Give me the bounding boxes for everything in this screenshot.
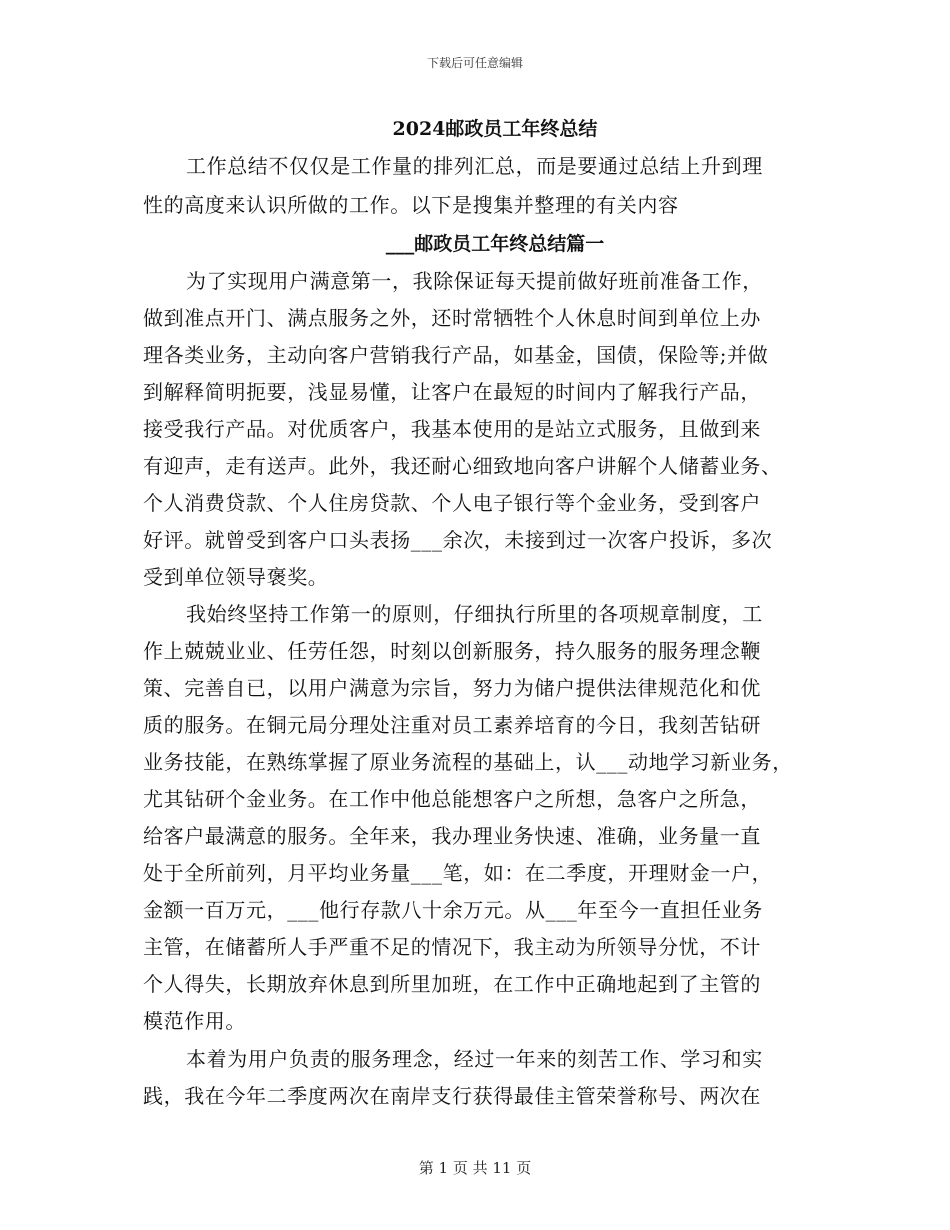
paragraph-line: 金额一百万元，___他行存款八十余万元。从___年至今一直担任业务 — [143, 898, 763, 922]
paragraph-line: 处于全所前列，月平均业务量___笔，如：在二季度，开理财金一户， — [143, 861, 773, 885]
paragraph-line: 为了实现用户满意第一，我除保证每天提前做好班前准备工作， — [186, 269, 763, 293]
intro-line: 性的高度来认识所做的工作。以下是搜集并整理的有关内容 — [143, 193, 679, 217]
paragraph-line: 做到准点开门、满点服务之外，还时常牺牲个人休息时间到单位上办 — [143, 306, 761, 330]
paragraph-line: 到解释简明扼要，浅显易懂，让客户在最短的时间内了解我行产品， — [143, 380, 761, 404]
paragraph-line: 尤其钻研个金业务。在工作中他总能想客户之所想，急客户之所急， — [143, 787, 761, 811]
paragraph-line: 有迎声，走有送声。此外，我还耐心细致地向客户讲解个人储蓄业务、 — [143, 454, 782, 478]
paragraph-line: 个人消费贷款、个人住房贷款、个人电子银行等个金业务，受到客户 — [143, 491, 761, 515]
paragraph-line: 本着为用户负责的服务理念，经过一年来的刻苦工作、学习和实 — [186, 1047, 763, 1071]
paragraph-line: 践，我在今年二季度两次在南岸支行获得最佳主管荣誉称号、两次在 — [143, 1084, 761, 1108]
header-note: 下载后可任意编辑 — [426, 56, 523, 70]
paragraph-line: 作上兢兢业业、任劳任怨，时刻以创新服务，持久服务的服务理念鞭 — [143, 639, 761, 663]
paragraph-line: 业务技能，在熟练掌握了原业务流程的基础上，认___动地学习新业务， — [143, 750, 793, 774]
paragraph-line: 给客户最满意的服务。全年来，我办理业务快速、准确，业务量一直 — [143, 824, 761, 848]
document-title: 2024邮政员工年终总结 — [392, 118, 598, 140]
paragraph-line: 好评。就曾受到客户口头表扬___余次，未接到过一次客户投诉，多次 — [143, 528, 773, 552]
paragraph-line: 接受我行产品。对优质客户，我基本使用的是站立式服务，且做到来 — [143, 417, 761, 441]
paragraph-line: 主管，在储蓄所人手严重不足的情况下，我主动为所领导分忧，不计 — [143, 935, 761, 959]
paragraph-line: 我始终坚持工作第一的原则，仔细执行所里的各项规章制度，工 — [186, 602, 763, 626]
paragraph-line: 质的服务。在铜元局分理处注重对员工素养培育的今日，我刻苦钻研 — [143, 713, 761, 737]
paragraph-line: 受到单位领导褒奖。 — [143, 565, 329, 589]
paragraph-line: 理各类业务，主动向客户营销我行产品，如基金，国债，保险等;并做 — [143, 343, 769, 367]
page-number: 第 1 页 共 11 页 — [418, 1159, 532, 1177]
paragraph-line: 模范作用。 — [143, 1009, 246, 1033]
intro-line: 工作总结不仅仅是工作量的排列汇总，而是要通过总结上升到理 — [186, 154, 763, 178]
paragraph-line: 个人得失，长期放弃休息到所里加班，在工作中正确地起到了主管的 — [143, 972, 761, 996]
paragraph-line: 策、完善自已，以用户满意为宗旨，努力为储户提供法律规范化和优 — [143, 676, 761, 700]
section-heading: ___邮政员工年终总结篇一 — [385, 233, 605, 255]
